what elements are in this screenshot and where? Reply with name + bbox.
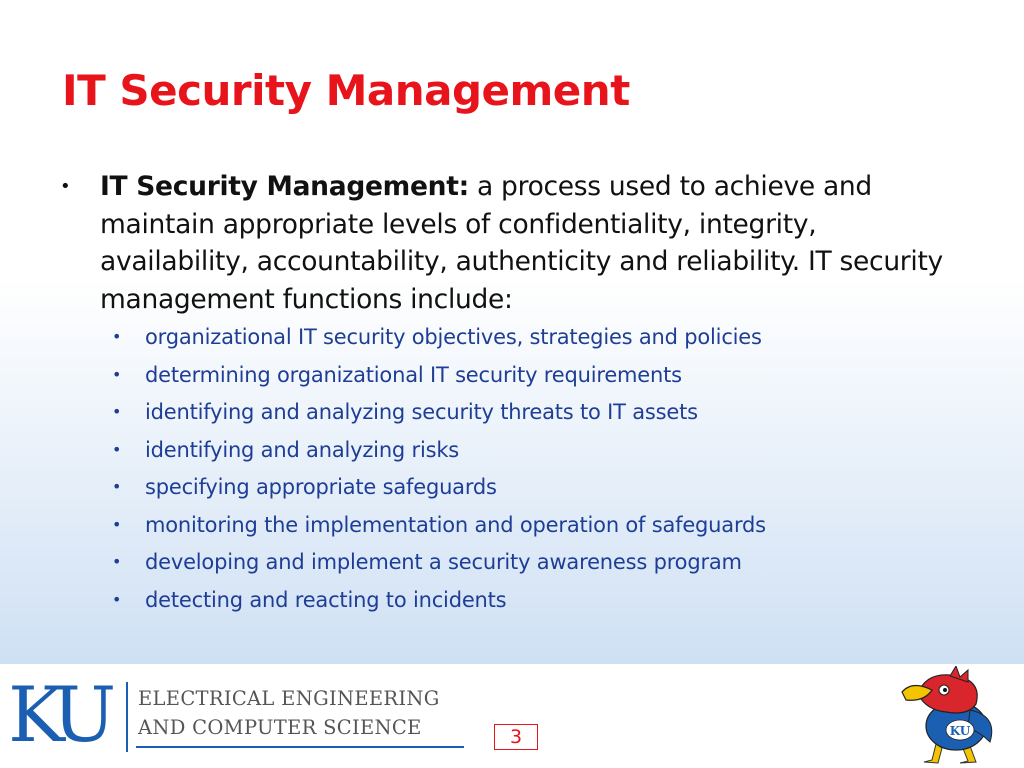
mascot-chest-label: KU (949, 724, 971, 738)
bullet-marker: • (60, 176, 71, 197)
page-number: 3 (494, 724, 538, 750)
sub-bullet-marker: • (112, 364, 122, 384)
list-item-text: identifying and analyzing security threats to IT assets (145, 400, 698, 424)
sub-bullet-marker: • (112, 439, 122, 459)
list-item (112, 395, 982, 433)
jayhawk-mascot-icon (898, 666, 1008, 766)
sub-bullet-marker: • (112, 589, 122, 609)
ku-logo: KU (8, 670, 107, 759)
list-item-text: detecting and reacting to incidents (145, 587, 507, 612)
list-item-text: developing and implement a security awareness program (145, 550, 742, 574)
list-item (112, 508, 982, 546)
list-item-text: monitoring the implementation and operation of safeguards (145, 512, 766, 537)
department-underline (136, 746, 464, 748)
sub-bullet-marker: • (112, 402, 122, 421)
list-item (112, 358, 982, 396)
list-item-text: identifying and analyzing risks (145, 437, 460, 462)
list-item (112, 545, 982, 583)
main-bullet-definition: a process used to achieve and maintain appropriate levels of confidentiality, integrity, availability, accountability, authenticity and reliability. IT security management functions include: (100, 171, 943, 315)
sub-bullet-marker: • (112, 327, 122, 346)
slide-title: IT Security Management (62, 66, 630, 115)
list-item-text: specifying appropriate safeguards (145, 475, 497, 499)
department-line-2: AND COMPUTER SCIENCE (138, 716, 422, 739)
sub-bullet-list (112, 320, 982, 620)
main-bullet-term: IT Security Management: (100, 171, 469, 202)
main-bullet (60, 168, 960, 318)
department-name (138, 684, 440, 742)
list-item-text: determining organizational IT security requirements (145, 362, 682, 387)
logo-divider (126, 682, 128, 752)
main-bullet-text (100, 168, 950, 318)
sub-bullet-marker: • (112, 477, 122, 496)
list-item (112, 583, 982, 621)
list-item-text: organizational IT security objectives, strategies and policies (145, 325, 762, 349)
list-item (112, 320, 982, 358)
list-item (112, 470, 982, 508)
sub-bullet-marker: • (112, 552, 122, 571)
sub-bullet-marker: • (112, 514, 122, 534)
list-item (112, 433, 982, 471)
department-line-1: ELECTRICAL ENGINEERING (138, 687, 440, 710)
